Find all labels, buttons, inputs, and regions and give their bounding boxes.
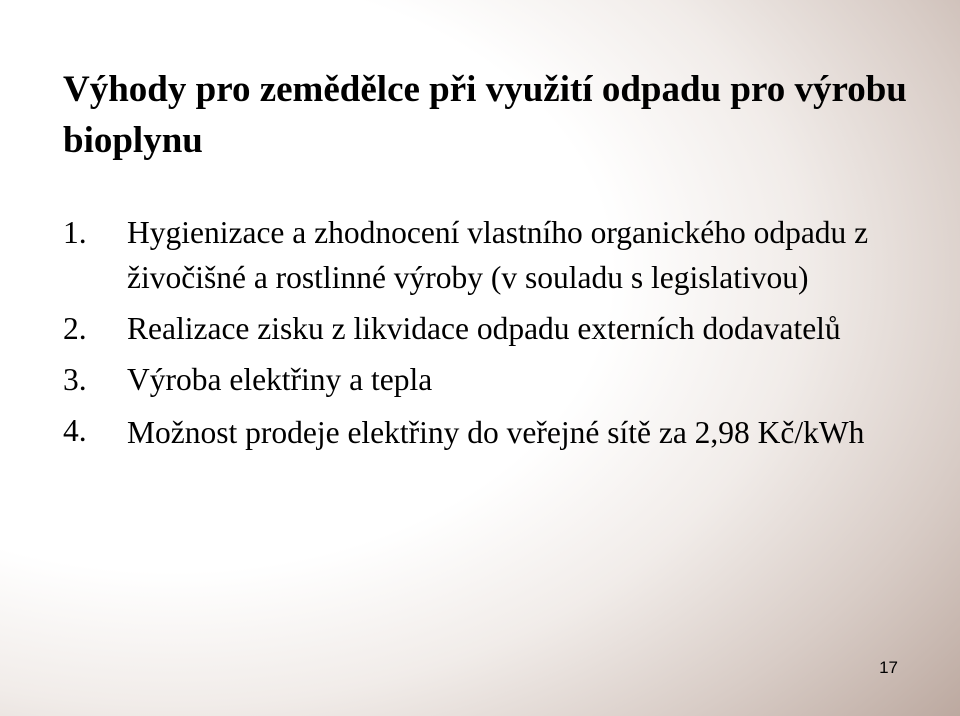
list-item-number: 3. xyxy=(63,362,87,397)
slide-title: Výhody pro zemědělce při využití odpadu pro výrobu bioplynu xyxy=(63,69,907,161)
list-item-number: 4. xyxy=(63,413,87,448)
list-item-number: 1. xyxy=(63,215,87,250)
list-item-text: Hygienizace a zhodnocení vlastního organického odpadu z živočišné a rostlinné výroby (v souladu s legislativou) xyxy=(127,215,869,295)
list-item xyxy=(63,306,923,351)
list-item xyxy=(63,357,923,402)
benefits-list xyxy=(63,210,923,464)
list-item-text: Možnost prodeje elektřiny do veřejné sítě za 2,98 Kč/kWh xyxy=(127,415,865,450)
page-number: 17 xyxy=(879,658,898,677)
list-item xyxy=(63,408,923,458)
list-item-text: Realizace zisku z likvidace odpadu externích dodavatelů xyxy=(127,311,841,346)
list-item-text: Výroba elektřiny a tepla xyxy=(127,362,433,397)
list-item-number: 2. xyxy=(63,311,87,346)
list-item xyxy=(63,210,923,300)
